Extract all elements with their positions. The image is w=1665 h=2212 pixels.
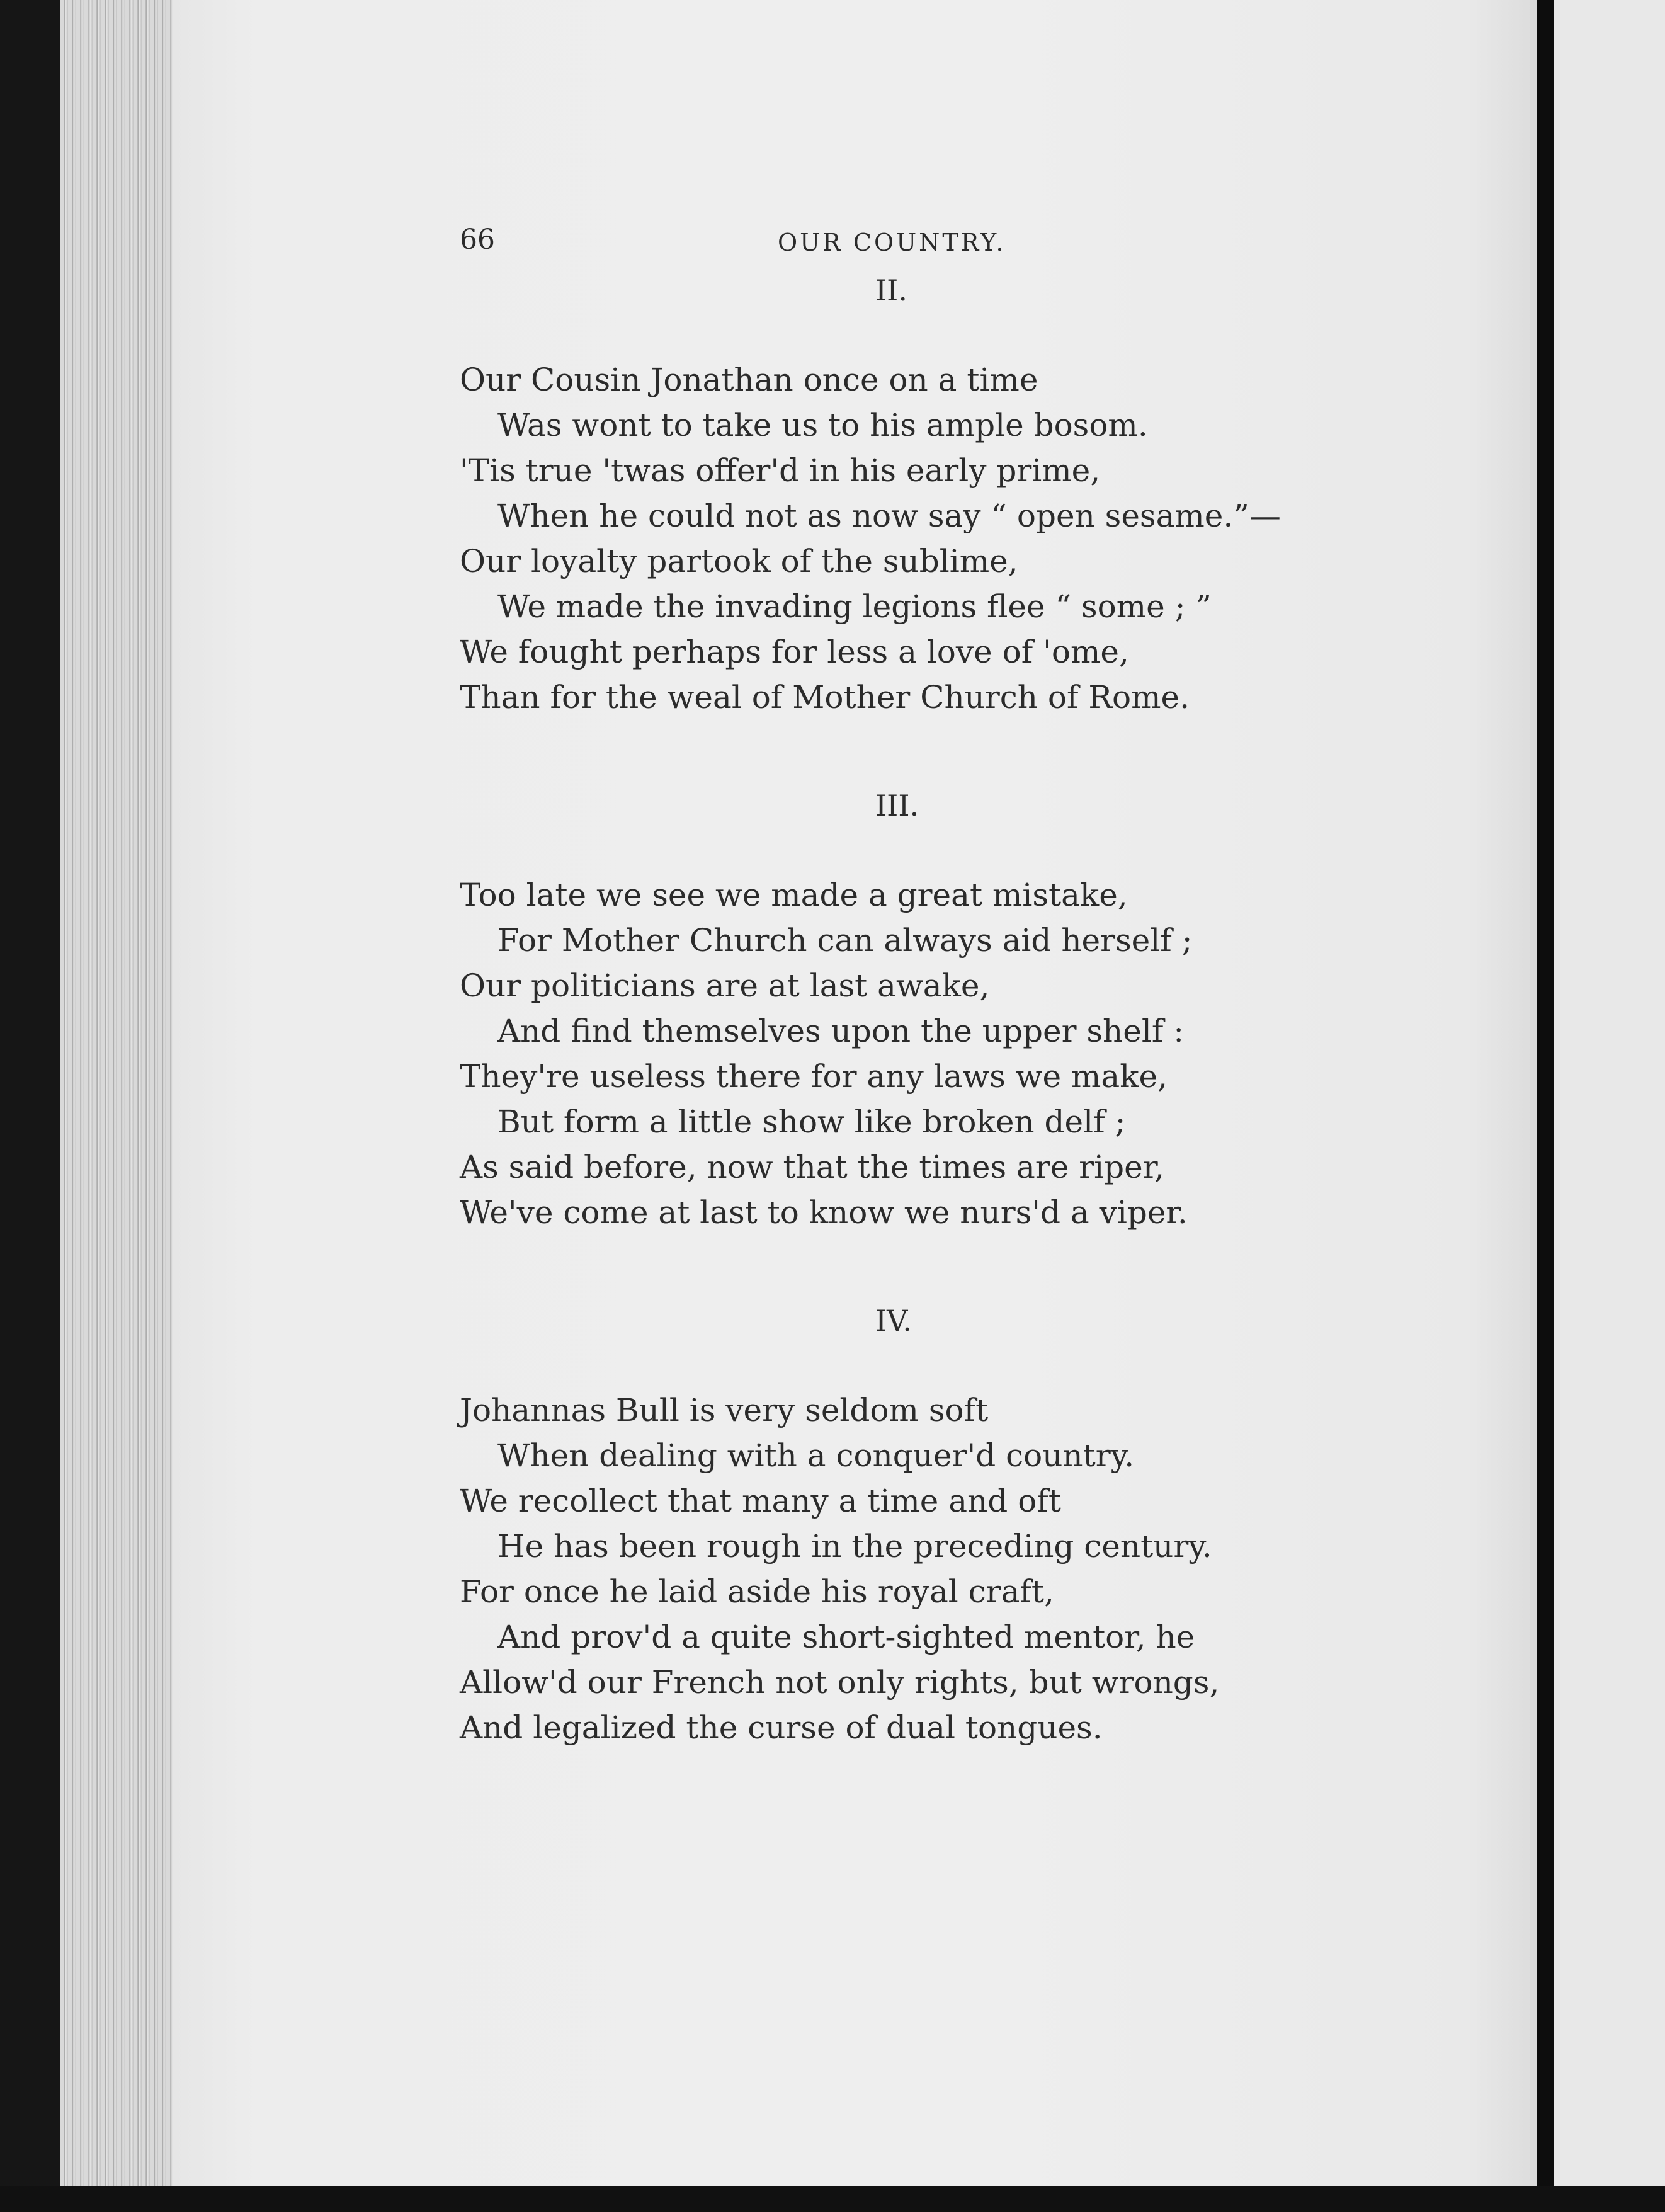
stanza xyxy=(460,1388,1329,1750)
stanza-number: IV. xyxy=(875,1304,912,1338)
verse-line: They're useless there for any laws we make, xyxy=(460,1058,1168,1095)
book-gutter xyxy=(1537,0,1554,2186)
verse-line: And find themselves upon the upper shelf : xyxy=(497,1013,1185,1049)
verse-line: As said before, now that the times are riper, xyxy=(460,1149,1164,1185)
verse-line: And legalized the curse of dual tongues. xyxy=(460,1709,1103,1746)
stanza xyxy=(460,872,1329,1235)
verse-line: Our loyalty partook of the sublime, xyxy=(460,543,1018,579)
verse-line: When he could not as now say “ open sesame.”— xyxy=(497,498,1281,534)
verse-line: For Mother Church can always aid herself ; xyxy=(497,922,1193,959)
verse-line: Our politicians are at last awake, xyxy=(460,967,990,1004)
verse-line: 'Tis true 'twas offer'd in his early prime, xyxy=(460,452,1101,489)
verse-line: We made the invading legions flee “ some ; ” xyxy=(497,588,1212,625)
book-left-edge xyxy=(0,0,63,2212)
verse-line: We've come at last to know we nurs'd a viper. xyxy=(460,1194,1188,1231)
stanza-number: II. xyxy=(875,273,907,307)
running-title: OUR COUNTRY. xyxy=(778,229,1006,256)
verse-line: For once he laid aside his royal craft, xyxy=(460,1573,1054,1610)
verse-line: He has been rough in the preceding century. xyxy=(497,1528,1212,1565)
verse-line: Our Cousin Jonathan once on a time xyxy=(460,362,1038,398)
stanza-number: III. xyxy=(875,789,919,823)
adjacent-page-edge xyxy=(1554,0,1665,2186)
verse-line: And prov'd a quite short-sighted mentor, he xyxy=(497,1619,1195,1655)
page-number: 66 xyxy=(460,224,495,256)
verse-line: Allow'd our French not only rights, but wrongs, xyxy=(460,1664,1220,1701)
verse-line: We fought perhaps for less a love of 'ome, xyxy=(460,634,1129,670)
page-text xyxy=(460,224,1329,1750)
verse-line: But form a little show like broken delf ; xyxy=(497,1103,1126,1140)
verse-line: Too late we see we made a great mistake, xyxy=(460,877,1128,913)
verse-line: We recollect that many a time and oft xyxy=(460,1483,1061,1519)
verse-line: Than for the weal of Mother Church of Rome. xyxy=(460,679,1190,715)
stanza xyxy=(460,357,1329,720)
verse-line: Was wont to take us to his ample bosom. xyxy=(497,407,1148,443)
verse-line: Johannas Bull is very seldom soft xyxy=(460,1392,989,1428)
scan-bottom-edge xyxy=(0,2186,1665,2212)
verse-line: When dealing with a conquer'd country. xyxy=(497,1437,1135,1474)
running-head xyxy=(460,224,1329,268)
page-edges xyxy=(60,0,173,2186)
